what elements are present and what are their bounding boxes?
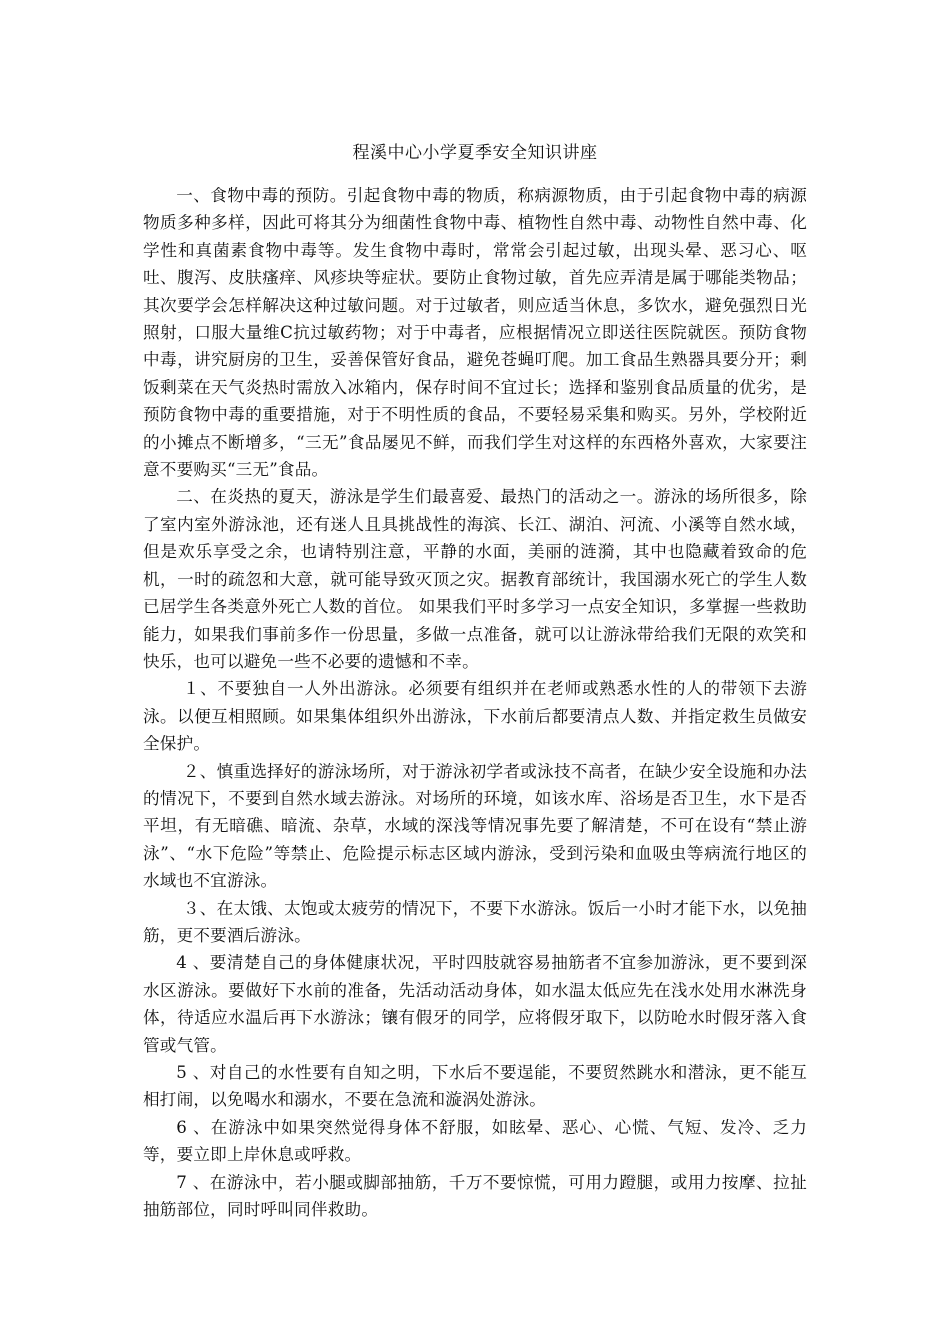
paragraph-food-poisoning: 一、食物中毒的预防。引起食物中毒的物质，称病源物质，由于引起食物中毒的病源物质多种多样，因此可将其分为细菌性食物中毒、植物性自然中毒、动物性自然中毒、化学性和真菌素食物中毒等。发生食物中毒时，常常会引起过敏，出现头晕、恶习心、呕吐、腹泻、皮肤瘙痒、风疹块等症状。要防止食物过敏，首先应弄清是属于哪能类物品；其次要学会怎样解决这种过敏问题。对于过敏者，则应适当休息，多饮水，避免强烈日光照射，口服大量维C抗过敏药物；对于中毒者，应根据情况立即送往医院就医。预防食物中毒，讲究厨房的卫生，妥善保管好食品，避免苍蝇叮爬。加工食品生熟器具要分开；剩饭剩菜在天气炎热时需放入冰箱内，保存时间不宜过长；选择和鉴别食品质量的优劣，是预防食物中毒的重要措施，对于不明性质的食品，不要轻易采集和购买。另外，学校附近的小摊点不断增多，“三无”食品屡见不鲜，而我们学生对这样的东西格外喜欢，大家要注意不要购买“三无”食品。 [143, 186, 807, 480]
paragraph-swim-rule-6: 6 、在游泳中如果突然觉得身体不舒服，如眩晕、恶心、心慌、气短、发冷、乏力等，要立即上岸休息或呼救。 [143, 1117, 807, 1165]
paragraph-swim-rule-7: 7 、在游泳中，若小腿或脚部抽筋，千万不要惊慌，可用力蹬腿，或用力按摩、拉扯抽筋部位，同时呼叫同伴救助。 [143, 1172, 807, 1220]
paragraph-swim-rule-3: ３、在太饿、太饱或太疲劳的情况下，不要下水游泳。饭后一小时才能下水，以免抽筋，更不要酒后游泳。 [143, 898, 807, 945]
paragraph-swim-rule-2: ２、慎重选择好的游泳场所，对于游泳初学者或泳技不高者，在缺少安全设施和办法的情况下，不要到自然水域去游泳。对场所的环境，如该水库、浴场是否卫生，水下是否平坦，有无暗礁、暗流、杂草，水域的深浅等情况事先要了解清楚，不可在设有“禁止游泳”、“水下危险”等禁止、危险提示标志区域内游泳，受到污染和血吸虫等病流行地区的水域也不宜游泳。 [143, 761, 807, 891]
document-title: 程溪中心小学夏季安全知识讲座 [352, 143, 598, 163]
paragraph-swimming-intro: 二、在炎热的夏天，游泳是学生们最喜爱、最热门的活动之一。游泳的场所很多，除了室内室外游泳池，还有迷人且具挑战性的海滨、长江、湖泊、河流、小溪等自然水域，但是欢乐享受之余，也请特别注意，平静的水面，美丽的涟漪，其中也隐藏着致命的危机，一时的疏忽和大意，就可能导致灭顶之灾。据教育部统计，我国溺水死亡的学生人数已居学生各类意外死亡人数的首位。 如果我们平时多学习一点安全知识，多掌握一些救助能力，如果我们事前多作一份思量，多做一点准备，就可以让游泳带给我们无限的欢笑和快乐，也可以避免一些不必要的遗憾和不幸。 [143, 487, 807, 671]
paragraph-swim-rule-1: １、不要独自一人外出游泳。必须要有组织并在老师或熟悉水性的人的带领下去游泳。以便互相照顾。如果集体组织外出游泳，下水前后都要清点人数、并指定救生员做安全保护。 [143, 679, 807, 754]
paragraph-swim-rule-5: 5 、对自己的水性要有自知之明，下水后不要逞能，不要贸然跳水和潜泳，更不能互相打闹，以免喝水和溺水，不要在急流和漩涡处游泳。 [143, 1063, 807, 1110]
document-body [143, 182, 807, 1223]
paragraph-swim-rule-4: 4 、要清楚自己的身体健康状况，平时四肢就容易抽筋者不宜参加游泳，更不要到深水区游泳。要做好下水前的准备，先活动活动身体，如水温太低应先在浅水处用水淋洗身体，待适应水温后再下水游泳；镶有假牙的同学，应将假牙取下，以防呛水时假牙落入食管或气管。 [143, 953, 807, 1055]
